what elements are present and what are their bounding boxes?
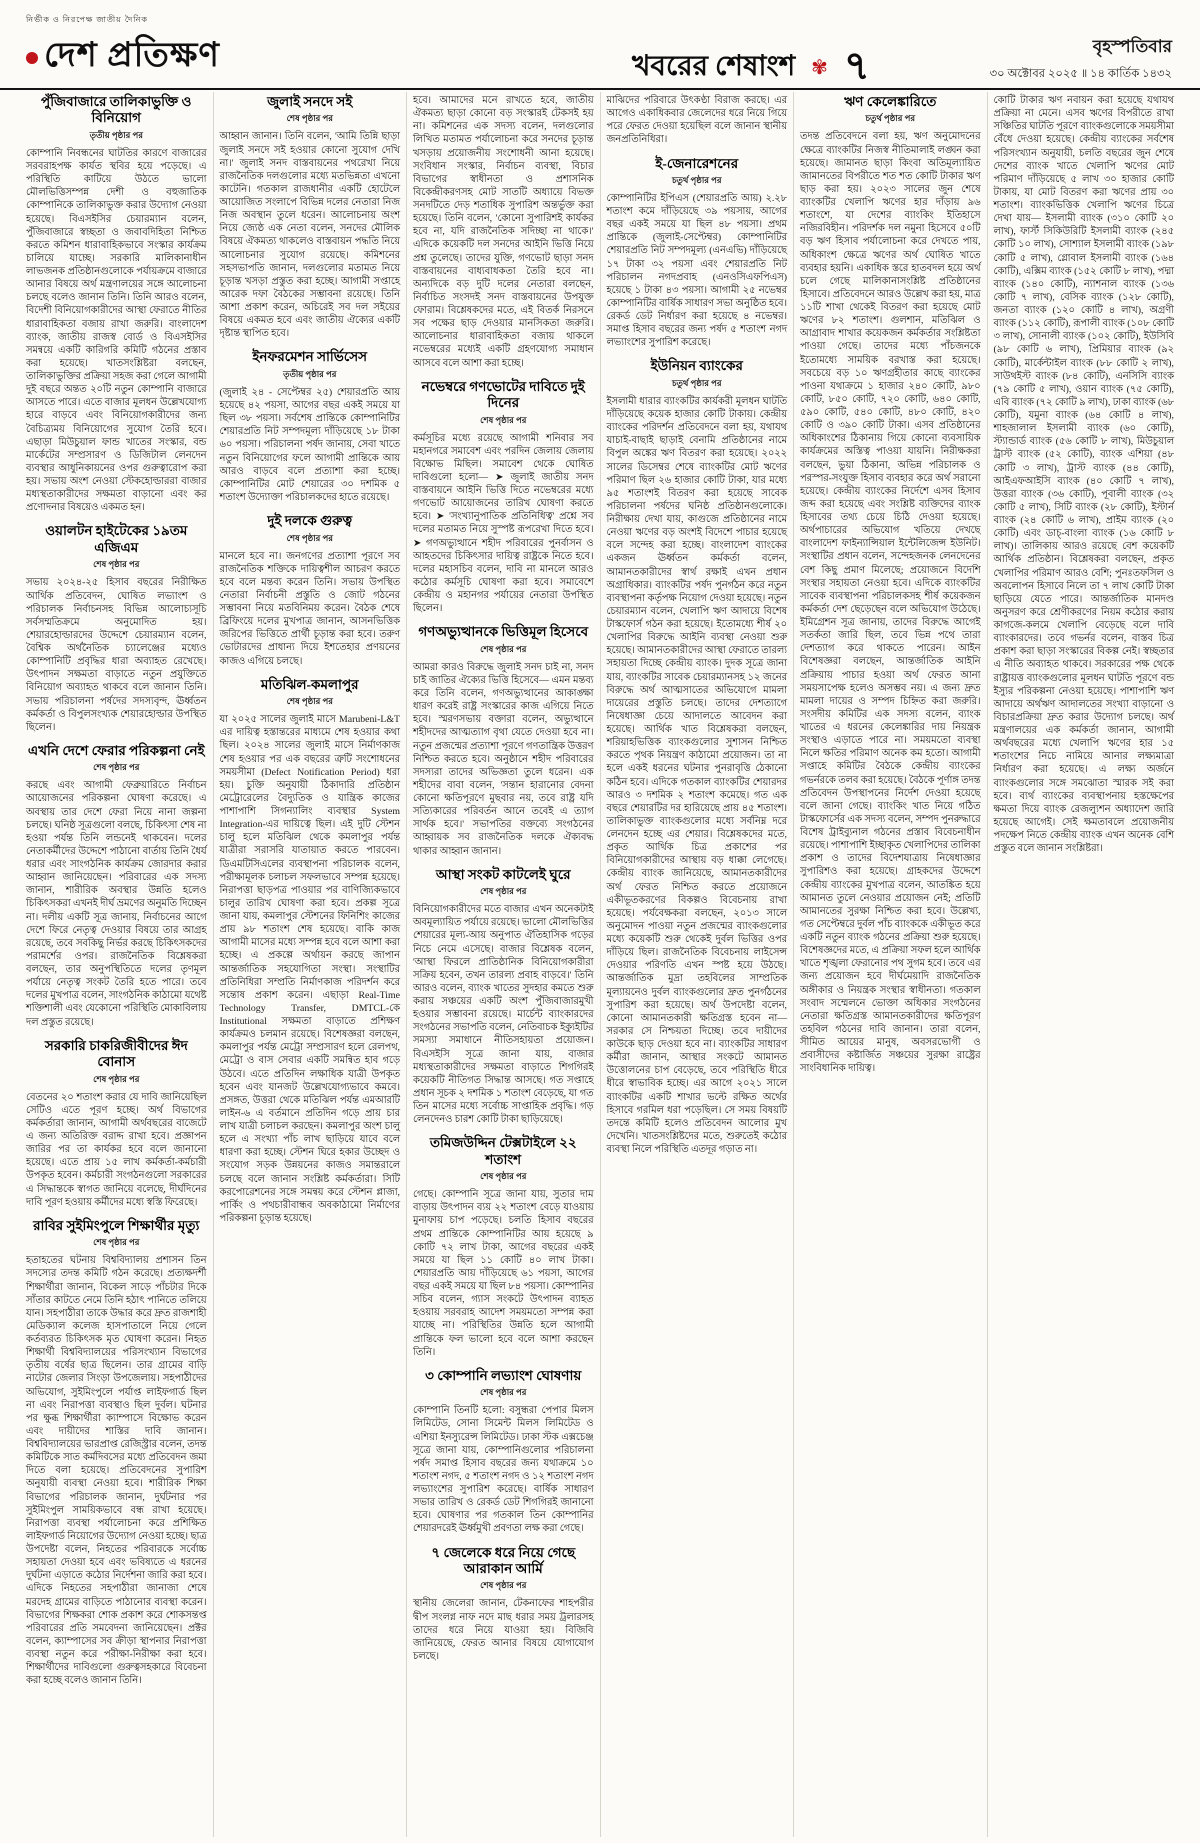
article-body: স্থানীয় জেলেরা জানান, টেকনাফের শাহপরীর দ্বীপ সংলগ্ন নাফ নদে মাছ ধরার সময় ট্রলারসহ তাদের ধরে নিয়ে যাওয়া হয়। বিজিবি জানিয়েছে, ফেরত আনার বিষয়ে যোগাযোগ চলছে। xyxy=(413,1598,594,1662)
article-body: হতাহতের ঘটনায় বিশ্ববিদ্যালয় প্রশাসন তিন সদস্যের তদন্ত কমিটি গঠন করেছে। প্রত্যক্ষদর্শী শিক্ষার্থীরা জানান, বিকেল সাড়ে পাঁচটার দিকে সাঁতার কাটতে নেমে তিনি হঠাৎ পানিতে তলিয়ে যান। সহপাঠীরা তাকে উদ্ধার করে দ্রুত রাজশাহী মেডিক্যাল কলেজ হাসপাতালে নিয়ে গেলে কর্তব্যরত চিকিৎসক মৃত ঘোষণা করেন। নিহত শিক্ষার্থী বিশ্ববিদ্যালয়ের পরিসংখ্যান বিভাগের তৃতীয় বর্ষের ছাত্র ছিলেন। তার গ্রামের বাড়ি নাটোর জেলার সিংড়া উপজেলায়। সহপাঠীদের অভিযোগ, সুইমিংপুলে পর্যাপ্ত লাইফগার্ড ছিল না এবং নিরাপত্তা ব্যবস্থাও ছিল দুর্বল। ঘটনার পর ক্ষুব্ধ শিক্ষার্থীরা ক্যাম্পাসে বিক্ষোভ করেন এবং দায়ীদের শাস্তির দাবি জানান। বিশ্ববিদ্যালয়ের ভারপ্রাপ্ত রেজিস্ট্রার বলেন, তদন্ত কমিটিকে সাত কর্মদিবসের মধ্যে প্রতিবেদন জমা দিতে বলা হয়েছে। প্রতিবেদনের সুপারিশ অনুযায়ী ব্যবস্থা নেওয়া হবে। শারীরিক শিক্ষা বিভাগের পরিচালক জানান, দুর্ঘটনার পর সুইমিংপুল সাময়িকভাবে বন্ধ রাখা হয়েছে। নিরাপত্তা ব্যবস্থা পর্যালোচনা করে প্রশিক্ষিত লাইফগার্ড নিয়োগের উদ্যোগ নেওয়া হচ্ছে। ছাত্র উপদেষ্টা বলেন, নিহতের পরিবারকে সর্বোচ্চ সহায়তা দেওয়া হবে এবং ভবিষ্যতে এ ধরনের দুর্ঘটনা এড়াতে কঠোর নির্দেশনা জারি করা হবে। এদিকে নিহতের সহপাঠীরা জানাজা শেষে মরদেহ গ্রামের বাড়িতে পাঠানোর ব্যবস্থা করেন। বিভাগের শিক্ষকরা শোক প্রকাশ করে শোকসন্তপ্ত পরিবারের প্রতি সমবেদনা জানিয়েছেন। প্রক্টর বলেন, ক্যাম্পাসের সব ক্রীড়া স্থাপনার নিরাপত্তা ব্যবস্থা নতুন করে পরীক্ষা-নিরীক্ষা করা হবে। শিক্ষার্থীদের দাবিগুলো গুরুত্বসহকারে বিবেচনা করা হচ্ছে বলেও জানান তিনি। xyxy=(26,1255,207,1687)
continued-from-tag: তৃতীয় পৃষ্ঠার পর xyxy=(283,368,337,379)
continued-from-tag: শেষ পৃষ্ঠার পর xyxy=(286,113,333,124)
article-headline: সরকারি চাকরিজীবীদের ঈদ বোনাস xyxy=(44,1037,188,1070)
continued-from-tag: চতুর্থ পৃষ্ঠার পর xyxy=(865,113,916,124)
article-headline: ইনফরমেশন সার্ভিসেস xyxy=(252,349,368,365)
section-header xyxy=(632,34,870,101)
article xyxy=(800,94,981,1075)
newspaper-name: দেশ প্রতিক্ষণ xyxy=(44,37,220,74)
masthead-tagline: নির্ভীক ও নিরপেক্ষ জাতীয় দৈনিক xyxy=(26,15,148,24)
continued-from-tag: শেষ পৃষ্ঠার পর xyxy=(480,1171,527,1182)
article xyxy=(413,1368,594,1536)
continued-from-tag: শেষ পৃষ্ঠার পর xyxy=(93,559,140,570)
continued-from-tag: শেষ পৃষ্ঠার পর xyxy=(286,532,333,543)
page-header xyxy=(0,0,1200,90)
continued-from-tag: চতুর্থ পৃষ্ঠার পর xyxy=(671,377,722,388)
continued-from-tag: শেষ পৃষ্ঠার পর xyxy=(480,643,527,654)
column-1 xyxy=(20,92,213,1837)
article-body: বিনিয়োগকারীদের মতে বাজার এখন অনেকটাই অবমূল্যায়িত পর্যায়ে রয়েছে। ভালো মৌলভিত্তির শেয়ারের মূল্য-আয় অনুপাত ঐতিহাসিক গড়ের নিচে নেমে এসেছে। বাজার বিশ্লেষক বলেন, 'আস্থা ফিরলে প্রাতিষ্ঠানিক বিনিয়োগকারীরা সক্রিয় হবেন, তখন তারল্য প্রবাহ বাড়বে।' তিনি আরও বলেন, ব্যাংক খাতের সুদহার কমতে শুরু করায় সঞ্চয়ের একটি অংশ পুঁজিবাজারমুখী হওয়ার সম্ভাবনা রয়েছে। মার্চেন্ট ব্যাংকারদের সংগঠনের সভাপতি বলেন, নেতিবাচক ইক্যুইটির সমস্যা সমাধানে নীতিসহায়তা প্রয়োজন। বিএসইসি সূত্রে জানা যায়, বাজার মধ্যস্থতাকারীদের সক্ষমতা বাড়াতে শিগগিরই কয়েকটি নীতিগত সিদ্ধান্ত আসছে। গত সপ্তাহে প্রধান সূচক ২ দশমিক ১ শতাংশ বেড়েছে, যা গত তিন মাসের মধ্যে সর্বোচ্চ সাপ্তাহিক প্রবৃদ্ধি। গড় লেনদেনও চারশ কোটি টাকা ছাড়িয়েছে। xyxy=(413,904,594,1126)
newspaper-masthead xyxy=(26,14,220,86)
article xyxy=(26,1038,207,1209)
masthead-red-dot-icon xyxy=(26,52,38,64)
page-number: ৭ xyxy=(843,43,870,88)
article-headline: গণঅভ্যুত্থানকে ভিত্তিমূল হিসেবে xyxy=(418,624,589,640)
article xyxy=(220,513,401,668)
article-headline: রাবির সুইমিংপুলে শিক্ষার্থীর মৃত্যু xyxy=(33,1217,200,1233)
article xyxy=(26,1218,207,1688)
article xyxy=(413,1545,594,1664)
article xyxy=(413,867,594,1127)
continued-from-tag: শেষ পৃষ্ঠার পর xyxy=(93,1237,140,1248)
article xyxy=(220,349,401,504)
article-body: (জুলাই ২৪ - সেপ্টেম্বর ২৫) শেয়ারপ্রতি আয় হয়েছে ৪২ পয়সা, আগের বছর একই সময়ে যা ছিল ৩৮ পয়সা। সর্বশেষ প্রান্তিকে কোম্পানিটির শেয়ারপ্রতি নিট সম্পদমূল্য দাঁড়িয়েছে ১৮ টাকা ৬০ পয়সা। পরিচালনা পর্ষদ জানায়, সেবা খাতে নতুন বিনিয়োগের ফলে আগামী প্রান্তিকে আয় আরও বাড়বে বলে প্রত্যাশা করা হচ্ছে। কোম্পানিটির মোট শেয়ারের ৩০ দশমিক ৫ শতাংশ উদ্যোক্তা পরিচালকদের হাতে রয়েছে। xyxy=(219,386,400,503)
section-title: খবরের শেষাংশ xyxy=(632,51,796,82)
article xyxy=(26,523,207,733)
article-body: বেতনের ২০ শতাংশ করার যে দাবি জানিয়েছিল সেটিও এতে পূরণ হচ্ছে। অর্থ বিভাগের কর্মকর্তারা জানান, আগামী অর্থবছরের বাজেটে এ জন্য অতিরিক্ত বরাদ্দ রাখা হবে। প্রজ্ঞাপন জারির পর তা কার্যকর হবে বলে জানানো হয়েছে। এতে প্রায় ১৫ লাখ কর্মকর্তা-কর্মচারী উপকৃত হবেন। কর্মচারী সংগঠনগুলো সরকারের এ সিদ্ধান্তকে স্বাগত জানিয়ে বলেছে, দীর্ঘদিনের দাবি পূরণ হওয়ায় কর্মীদের মধ্যে স্বস্তি ফিরেছে। xyxy=(26,1091,207,1208)
article-body: ইসলামী ধারার ব্যাংকটির কার্যকরী মূলধন ঘাটতি দাঁড়িয়েছে কয়েক হাজার কোটি টাকায়। কেন্দ্রীয় ব্যাংকের পরিদর্শন প্রতিবেদনে বলা হয়, যথাযথ যাচাই-বাছাই ছাড়াই বেনামি প্রতিষ্ঠানের নামে বিপুল অঙ্কের ঋণ বিতরণ করা হয়েছে। ২০২২ সালের ডিসেম্বর শেষে ব্যাংকটির মোট ঋণের পরিমাণ ছিল ২৬ হাজার কোটি টাকা, যার মধ্যে ৯৫ শতাংশই বিতরণ করা হয়েছে সাবেক পরিচালনা পর্ষদের ঘনিষ্ঠ প্রতিষ্ঠানগুলোকে। নিরীক্ষায় দেখা যায়, কাগুজে প্রতিষ্ঠানের নামে নেওয়া ঋণের বড় অংশই বিদেশে পাচার হয়েছে বলে সন্দেহ করা হচ্ছে। বাংলাদেশ ব্যাংকের একজন ঊর্ধ্বতন কর্মকর্তা বলেন, আমানতকারীদের স্বার্থ রক্ষাই এখন প্রধান অগ্রাধিকার। ব্যাংকটির পর্ষদ পুনর্গঠন করে নতুন ব্যবস্থাপনা কর্তৃপক্ষ নিয়োগ দেওয়া হয়েছে। নতুন চেয়ারম্যান বলেন, খেলাপি ঋণ আদায়ে বিশেষ টাস্কফোর্স গঠন করা হয়েছে। ইতোমধ্যে শীর্ষ ২০ খেলাপির বিরুদ্ধে আইনি ব্যবস্থা নেওয়া শুরু হয়েছে। আমানতকারীদের আস্থা ফেরাতে তারল্য সহায়তা দিচ্ছে কেন্দ্রীয় ব্যাংক। দুদক সূত্রে জানা যায়, ব্যাংকটির সাবেক চেয়ারম্যানসহ ১২ জনের বিরুদ্ধে অর্থ আত্মসাতের অভিযোগে মামলা দায়েরের প্রস্তুতি চলছে। তাদের দেশত্যাগে নিষেধাজ্ঞা চেয়ে আদালতে আবেদন করা হয়েছে। আর্থিক খাত বিশ্লেষকরা বলছেন, শরিয়াহভিত্তিক ব্যাংকগুলোর সুশাসন নিশ্চিত করতে পৃথক নিয়ন্ত্রণ কাঠামো প্রয়োজন। তা না হলে একই ধরনের ঘটনার পুনরাবৃত্তি ঠেকানো কঠিন হবে। এদিকে গতকাল ব্যাংকটির শেয়ারদর আরও ৩ দশমিক ২ শতাংশ কমেছে। গত এক বছরে শেয়ারটির দর হারিয়েছে প্রায় ৪৫ শতাংশ। তালিকাভুক্ত ব্যাংকগুলোর মধ্যে সর্বনিম্ন দরে লেনদেন হচ্ছে এর শেয়ার। বিশ্লেষকদের মতে, প্রকৃত আর্থিক চিত্র প্রকাশের পর বিনিয়োগকারীদের আস্থায় বড় ধাক্কা লেগেছে। কেন্দ্রীয় ব্যাংক জানিয়েছে, আমানতকারীদের অর্থ ফেরত নিশ্চিত করতে প্রয়োজনে একীভূতকরণের বিকল্পও বিবেচনায় রাখা হয়েছে। পর্যবেক্ষকরা বলছেন, ২০১৩ সালে অনুমোদন পাওয়া নতুন প্রজন্মের ব্যাংকগুলোর মধ্যে কয়েকটি শুরু থেকেই দুর্বল ভিত্তির ওপর দাঁড়িয়ে ছিল। রাজনৈতিক বিবেচনায় লাইসেন্স দেওয়ার পরিণতি এখন স্পষ্ট হয়ে উঠছে। আন্তর্জাতিক মুদ্রা তহবিলের সাম্প্রতিক মূল্যায়নেও দুর্বল ব্যাংকগুলোর দ্রুত পুনর্গঠনের সুপারিশ করা হয়েছে। অর্থ উপদেষ্টা বলেন, কোনো আমানতকারী ক্ষতিগ্রস্ত হবেন না— সরকার সে নিশ্চয়তা দিচ্ছে। তবে দায়ীদের কাউকে ছাড় দেওয়া হবে না। ব্যাংকটির সাধারণ কর্মীরা জানান, আস্থার সংকটে আমানত উত্তোলনের চাপ বেড়েছে, তবে পরিস্থিতি ধীরে ধীরে স্বাভাবিক হচ্ছে। এর আগে ২০২১ সালে ব্যাংকটির একটি শাখার ভল্টে রক্ষিত অর্থের হিসাবে গরমিল ধরা পড়েছিল। সে সময় বিষয়টি তদন্তে কমিটি হলেও প্রতিবেদন আলোর মুখ দেখেনি। খাতসংশ্লিষ্টদের মতে, শুরুতেই কঠোর ব্যবস্থা নিলে পরিস্থিতি এতদূর গড়াত না। xyxy=(606,395,787,1156)
section-ornament-icon: ✾ xyxy=(811,56,828,79)
continued-from-tag: শেষ পৃষ্ঠার পর xyxy=(480,1580,527,1591)
article-headline: ঋণ কেলেঙ্কারিতে xyxy=(844,94,937,109)
article-headline: ৭ জেলেকে ধরে নিয়ে গেছে আরাকান আর্মি xyxy=(431,1544,576,1576)
article-continuation xyxy=(607,94,788,147)
article-body: গেছে। কোম্পানি সূত্রে জানা যায়, সুতার দাম বাড়ায় উৎপাদন ব্যয় ২২ শতাংশ বেড়ে যাওয়ায় মুনাফায় চাপ পড়েছে। চলতি হিসাব বছরের প্রথম প্রান্তিকে কোম্পানিটির আয় হয়েছে ৯ কোটি ৭২ লাখ টাকা, আগের বছরের একই সময়ে যা ছিল ১১ কোটি ৪০ লাখ টাকা। শেয়ারপ্রতি আয় দাঁড়িয়েছে ৬১ পয়সা, আগের বছর একই সময়ে যা ছিল ৮৪ পয়সা। কোম্পানির সচিব বলেন, গ্যাস সংকটে উৎপাদন ব্যাহত হওয়ায় সরবরাহ আদেশ সময়মতো সম্পন্ন করা যাচ্ছে না। পরিস্থিতির উন্নতি হলে আগামী প্রান্তিকে ফল ভালো হবে বলে আশা করছেন তিনি। xyxy=(413,1189,594,1358)
article xyxy=(26,743,207,1029)
continued-from-tag: শেষ পৃষ্ঠার পর xyxy=(480,1387,527,1398)
article-body: কোম্পানি নিবন্ধনের ঘাটতির কারণে বাজারের সরবরাহপক্ষ কার্যত স্থবির হয়ে পড়েছে। এ পরিস্থিতি কাটিয়ে উঠতে ভালো মৌলভিত্তিসম্পন্ন দেশী ও বহুজাতিক কোম্পানিকে তালিকাভুক্ত করার উদ্যোগ নেওয়া হয়েছে। বিএসইসির চেয়ারম্যান বলেন, পুঁজিবাজারে স্বচ্ছতা ও জবাবদিহিতা নিশ্চিত করতে কমিশন ধারাবাহিকভাবে সংস্কার কার্যক্রম চালিয়ে যাচ্ছে। সরকারি মালিকানাধীন লাভজনক প্রতিষ্ঠানগুলোকে পর্যায়ক্রমে বাজারে আনার বিষয়ে অর্থ মন্ত্রণালয়ের সঙ্গে আলোচনা চলছে বলেও জানান তিনি। তিনি আরও বলেন, বিদেশী বিনিয়োগকারীদের আস্থা ফেরাতে নীতির ধারাবাহিকতা বজায় রাখা জরুরি। বাংলাদেশ ব্যাংক, জাতীয় রাজস্ব বোর্ড ও বিএসইসির সমন্বয়ে একটি কারিগরি কমিটি গঠনের প্রস্তাব করা হয়েছে। খাতসংশ্লিষ্টরা বলছেন, তালিকাভুক্তির প্রক্রিয়া সহজ করা গেলে আগামী দুই বছরে অন্তত ২০টি নতুন কোম্পানি বাজারে আসতে পারে। এতে বাজার মূলধন উল্লেখযোগ্য হারে বাড়বে এবং বিনিয়োগকারীদের জন্য বৈচিত্র্যময় বিনিয়োগের সুযোগ তৈরি হবে। এছাড়া মিউচুয়াল ফান্ড খাতের সংস্কার, বন্ড মার্কেটের সম্প্রসারণ ও ডিজিটাল লেনদেন ব্যবস্থার আধুনিকায়নের ওপর গুরুত্বারোপ করা হয়। সভায় অংশ নেওয়া স্টেকহোল্ডাররা বাজার মধ্যস্থতাকারীদের সক্ষমতা বাড়ানো এবং কর প্রণোদনার বিষয়েও একমত হন। xyxy=(26,147,207,514)
article-body: তদন্ত প্রতিবেদনে বলা হয়, ঋণ অনুমোদনের ক্ষেত্রে ব্যাংকটির নিজস্ব নীতিমালাই লঙ্ঘন করা হয়েছে। জামানত ছাড়া কিংবা অতিমূল্যায়িত জামানতের বিপরীতে শত শত কোটি টাকার ঋণ ছাড় করা হয়। ২০২৩ সালের জুন শেষে ব্যাংকটির খেলাপি ঋণের হার দাঁড়ায় ৯৬ শতাংশে, যা দেশের ব্যাংকিং ইতিহাসে নজিরবিহীন। পরিদর্শক দল নমুনা হিসেবে ৫০টি বড় ঋণ হিসাব পর্যালোচনা করে দেখতে পায়, অধিকাংশ ক্ষেত্রে ঋণের অর্থ ঘোষিত খাতে ব্যবহার হয়নি। একাধিক স্তরে হাতবদল হয়ে অর্থ চলে গেছে মালিকানাসংশ্লিষ্ট প্রতিষ্ঠানের হিসাবে। প্রতিবেদনে আরও উল্লেখ করা হয়, মাত্র ১১টি শাখা থেকেই বিতরণ করা হয়েছে মোট ঋণের ৮২ শতাংশ। গুলশান, মতিঝিল ও আগ্রাবাদ শাখার কয়েকজন কর্মকর্তার সংশ্লিষ্টতা পাওয়া গেছে। তাদের মধ্যে পাঁচজনকে ইতোমধ্যে সাময়িক বরখাস্ত করা হয়েছে। সবচেয়ে বড় ১০ ঋণগ্রহীতার কাছে ব্যাংকের পাওনা যথাক্রমে ১ হাজার ২৪০ কোটি, ৯৮০ কোটি, ৮৫০ কোটি, ৭২০ কোটি, ৬৪০ কোটি, ৫৯০ কোটি, ৫৪০ কোটি, ৪৮০ কোটি, ৪২০ কোটি ও ৩৯০ কোটি টাকা। এসব প্রতিষ্ঠানের অধিকাংশের ঠিকানায় গিয়ে কোনো ব্যবসায়িক কার্যক্রমের অস্তিত্ব পাওয়া যায়নি। নিরীক্ষকরা বলছেন, ভুয়া ঠিকানা, অভিন্ন পরিচালক ও পরস্পর-সংযুক্ত হিসাব ব্যবহার করে অর্থ সরানো হয়েছে। কেন্দ্রীয় ব্যাংকের নির্দেশে এসব হিসাব জব্দ করা হয়েছে এবং সংশ্লিষ্ট ব্যক্তিদের ব্যাংক হিসাবের তথ্য চেয়ে চিঠি দেওয়া হয়েছে। অর্থপাচারের অভিযোগ খতিয়ে দেখছে বাংলাদেশ ফাইন্যান্সিয়াল ইন্টেলিজেন্স ইউনিট। সংস্থাটির প্রধান বলেন, সন্দেহজনক লেনদেনের বেশ কিছু প্রমাণ মিলেছে; প্রয়োজনে বিদেশি সংস্থার সহায়তা নেওয়া হবে। এদিকে ব্যাংকটির সাবেক ব্যবস্থাপনা পরিচালকসহ শীর্ষ কয়েকজন কর্মকর্তা দেশ ছেড়েছেন বলে অভিযোগ উঠেছে। ইমিগ্রেশন সূত্র জানায়, তাদের বিরুদ্ধে আগেই সতর্কতা জারি ছিল, তবে ভিন্ন পথে তারা দেশত্যাগ করে থাকতে পারেন। আইন বিশেষজ্ঞরা বলছেন, আন্তর্জাতিক আইনি প্রক্রিয়ায় পাচার হওয়া অর্থ ফেরত আনা সময়সাপেক্ষ হলেও অসম্ভব নয়। এ জন্য দ্রুত মামলা দায়ের ও সম্পদ চিহ্নিত করা জরুরি। সংসদীয় কমিটির এক সদস্য বলেন, ব্যাংক খাতের এ ধরনের কেলেঙ্কারির দায় নিয়ন্ত্রক সংস্থাও এড়াতে পারে না। সময়মতো ব্যবস্থা নিলে ক্ষতির পরিমাণ অনেক কম হতো। আগামী সপ্তাহে কমিটির বৈঠকে কেন্দ্রীয় ব্যাংকের গভর্নরকে তলব করা হয়েছে। বৈঠকে পূর্ণাঙ্গ তদন্ত প্রতিবেদন উপস্থাপনের নির্দেশ দেওয়া হয়েছে বলে জানা গেছে। ব্যাংকিং খাত নিয়ে গঠিত টাস্কফোর্সের এক সদস্য বলেন, সম্পদ পুনরুদ্ধারে বিশেষ ট্রাইব্যুনাল গঠনের প্রস্তাব বিবেচনাধীন রয়েছে। পাশাপাশি ইচ্ছাকৃত খেলাপিদের তালিকা প্রকাশ ও তাদের বিদেশযাত্রায় নিষেধাজ্ঞার সুপারিশও করা হয়েছে। গ্রাহকদের উদ্দেশে কেন্দ্রীয় ব্যাংকের মুখপাত্র বলেন, আতঙ্কিত হয়ে আমানত তুলে নেওয়ার প্রয়োজন নেই; প্রতিটি আমানতের সুরক্ষা নিশ্চিত করা হবে। উল্লেখ্য, গত সেপ্টেম্বরে দুর্বল পাঁচ ব্যাংককে একীভূত করে একটি নতুন ব্যাংক গঠনের প্রক্রিয়া শুরু হয়েছে। বিশেষজ্ঞদের মতে, এ প্রক্রিয়া সফল হলে আর্থিক খাতে শৃঙ্খলা ফেরানোর পথ সুগম হবে। তবে এর জন্য প্রয়োজন হবে দীর্ঘমেয়াদি রাজনৈতিক অঙ্গীকার ও নিয়ন্ত্রক সংস্থার স্বাধীনতা। গতকাল সংবাদ সম্মেলনে ভোক্তা অধিকার সংগঠনের নেতারা ক্ষতিগ্রস্ত আমানতকারীদের ক্ষতিপূরণ তহবিল গঠনের দাবি জানান। তারা বলেন, সীমিত আয়ের মানুষ, অবসরভোগী ও প্রবাসীদের কষ্টার্জিত সঞ্চয়ের সুরক্ষা রাষ্ট্রের সাংবিধানিক দায়িত্ব। xyxy=(800,131,981,1075)
article xyxy=(413,1135,594,1359)
article-headline: পুঁজিবাজারে তালিকাভুক্তি ও বিনিয়োগ xyxy=(41,94,192,126)
date-block xyxy=(990,34,1172,84)
article-headline: ওয়ালটন হাইটেকের ১৯তম এজিএম xyxy=(45,523,188,555)
article xyxy=(607,358,788,1156)
column-2 xyxy=(213,92,407,1837)
article-headline: তমিজউদ্দিন টেক্সটাইলে ২২ শতাংশ xyxy=(429,1135,577,1167)
article-headline: নভেম্বরে গণভোটের দাবিতে দুই দিনের xyxy=(421,378,585,411)
continued-from-tag: শেষ পৃষ্ঠার পর xyxy=(480,414,527,425)
article-body: হবে। আমাদের মনে রাখতে হবে, জাতীয় ঐকমত্য ছাড়া কোনো বড় সংস্কারই টেকসই হয় না। কমিশনের এক সদস্য বলেন, দলগুলোর লিখিত মতামত পর্যালোচনা করে সনদের চূড়ান্ত খসড়ায় প্রয়োজনীয় সংশোধনী আনা হয়েছে। সংবিধান সংস্কার, নির্বাচন ব্যবস্থা, বিচার বিভাগের স্বাধীনতা ও প্রশাসনিক বিকেন্দ্রীকরণসহ মোট সাতটি অধ্যায়ে বিভক্ত সনদটিতে দেড় শতাধিক সুপারিশ অন্তর্ভুক্ত করা হয়েছে। তিনি বলেন, 'কোনো সুপারিশই কার্যকর হবে না, যদি রাজনৈতিক সদিচ্ছা না থাকে।' এদিকে কয়েকটি দল সনদের আইনি ভিত্তি নিয়ে প্রশ্ন তুলেছে। তাদের যুক্তি, গণভোট ছাড়া সনদ বাস্তবায়নের বাধ্যবাধকতা তৈরি হবে না। অন্যদিকে বড় দুটি দলের নেতারা বলছেন, নির্বাচিত সংসদই সনদ বাস্তবায়নের উপযুক্ত ফোরাম। বিশ্লেষকদের মতে, এই বিতর্ক নিরসনে সব পক্ষের ছাড় দেওয়ার মানসিকতা জরুরি। আলোচনার ধারাবাহিকতা বজায় থাকলে নভেম্বরের মধ্যেই একটি গ্রহণযোগ্য সমাধান আসবে বলে আশা করা হচ্ছে। xyxy=(413,95,594,369)
continued-from-tag: শেষ পৃষ্ঠার পর xyxy=(480,886,527,897)
article-body: মাঝিদের পরিবারে উৎকণ্ঠা বিরাজ করছে। এর আগেও একাধিকবার জেলেদের ধরে নিয়ে গিয়ে পরে ফেরত দেওয়া হয়েছিল বলে জানান স্থানীয় জনপ্রতিনিধিরা। xyxy=(606,95,787,146)
article-body: করছে এবং আগামী ফেব্রুয়ারিতে নির্বাচন আয়োজনের পরিকল্পনা ঘোষণা করেছে। এ অবস্থায় তার দেশে ফেরা নিয়ে নানা জল্পনা চলছে। ঘনিষ্ঠ সূত্রগুলো বলছে, চিকিৎসা শেষ না হওয়া পর্যন্ত তিনি লন্ডনেই থাকবেন। দলের নেতাকর্মীদের উদ্দেশে পাঠানো বার্তায় তিনি ধৈর্য ধরার এবং সাংগঠনিক কার্যক্রম জোরদার করার আহ্বান জানিয়েছেন। পরিবারের এক সদস্য জানান, শারীরিক অবস্থার উন্নতি হলেও চিকিৎসকরা এখনই দীর্ঘ ভ্রমণের অনুমতি দিচ্ছেন না। দলীয় একটি সূত্র জানায়, নির্বাচনের আগে দেশে ফিরে নেতৃত্ব দেওয়ার বিষয়ে তার আগ্রহ রয়েছে, তবে সবকিছু নির্ভর করছে চিকিৎসকদের পরামর্শের ওপর। রাজনৈতিক বিশ্লেষকরা বলছেন, তার অনুপস্থিতিতে দলের তৃণমূল পর্যায়ে নেতৃত্ব সংকট তৈরি হতে পারে। তবে দলের মুখপাত্র বলেন, সাংগঠনিক কাঠামো যথেষ্ট শক্তিশালী এবং যেকোনো পরিস্থিতি মোকাবিলায় দল প্রস্তুত রয়েছে। xyxy=(26,780,207,1028)
article-body: কোম্পানিটির ইপিএস (শেয়ারপ্রতি আয়) ২.২৮ শতাংশ কমে দাঁড়িয়েছে ৩৯ পয়সায়, আগের বছর একই সময়ে যা ছিল ৪৮ পয়সা। প্রথম প্রান্তিকে (জুলাই-সেপ্টেম্বর) কোম্পানিটির শেয়ারপ্রতি নিট সম্পদমূল্য (এনএভি) দাঁড়িয়েছে ১৭ টাকা ৩২ পয়সা এবং শেয়ারপ্রতি নিট পরিচালন নগদপ্রবাহ (এনওসিএফপিএস) হয়েছে ১ টাকা ৪৩ পয়সা। আগামী ২৫ নভেম্বর কোম্পানিটির বার্ষিক সাধারণ সভা অনুষ্ঠিত হবে। রেকর্ড ডেট নির্ধারণ করা হয়েছে ৪ নভেম্বর। সমাপ্ত হিসাব বছরের জন্য পর্ষদ ৫ শতাংশ নগদ লভ্যাংশের সুপারিশ করেছে। xyxy=(606,192,787,349)
column-4 xyxy=(600,92,794,1837)
article-headline: আস্থা সংকট কাটলেই ঘুরে xyxy=(435,866,571,882)
article-body: কোটি টাকার ঋণ নবায়ন করা হয়েছে যথাযথ প্রক্রিয়া না মেনে। এসব ঋণের বিপরীতে রাখা সঞ্চিতির ঘাটতি পূরণে ব্যাংকগুলোকে সময়সীমা বেঁধে দেওয়া হয়েছে। কেন্দ্রীয় ব্যাংকের সর্বশেষ পরিসংখ্যান অনুযায়ী, চলতি বছরের জুন শেষে দেশের ব্যাংক খাতে খেলাপি ঋণের মোট পরিমাণ দাঁড়িয়েছে ৫ লাখ ৩০ হাজার কোটি টাকায়, যা মোট বিতরণ করা ঋণের প্রায় ৩০ শতাংশ। ব্যাংকভিত্তিক খেলাপি ঋণের চিত্রে দেখা যায়— ইসলামী ব্যাংক (৩১০ কোটি ২০ লাখ), ফার্স্ট সিকিউরিটি ইসলামী ব্যাংক (২৪৫ কোটি ১০ লাখ), সোশ্যাল ইসলামী ব্যাংক (১৯৮ কোটি ৫ লাখ), গ্লোবাল ইসলামী ব্যাংক (১৬৪ কোটি), এক্সিম ব্যাংক (১৫২ কোটি ৮ লাখ), পদ্মা ব্যাংক (১৪০ কোটি), ন্যাশনাল ব্যাংক (১৩৬ কোটি ৭ লাখ), বেসিক ব্যাংক (১২৮ কোটি), জনতা ব্যাংক (১২০ কোটি ৪ লাখ), অগ্রণী ব্যাংক (১১২ কোটি), রূপালী ব্যাংক (১০৮ কোটি ৩ লাখ), সোনালী ব্যাংক (১০২ কোটি), ইউসিবি (৯৮ কোটি ৬ লাখ), প্রিমিয়ার ব্যাংক (৯২ কোটি), মার্কেন্টাইল ব্যাংক (৮৮ কোটি ২ লাখ), সাউথইস্ট ব্যাংক (৮৪ কোটি), এনসিসি ব্যাংক (৭৯ কোটি ৫ লাখ), ওয়ান ব্যাংক (৭৫ কোটি), এবি ব্যাংক (৭২ কোটি ৯ লাখ), ঢাকা ব্যাংক (৬৮ কোটি), যমুনা ব্যাংক (৬৪ কোটি ৪ লাখ), শাহজালাল ইসলামী ব্যাংক (৬০ কোটি), স্ট্যান্ডার্ড ব্যাংক (৫৬ কোটি ৮ লাখ), মিউচুয়াল ট্রাস্ট ব্যাংক (৫২ কোটি), ব্যাংক এশিয়া (৪৮ কোটি ৩ লাখ), ট্রাস্ট ব্যাংক (৪৪ কোটি), আইএফআইসি ব্যাংক (৪০ কোটি ৭ লাখ), উত্তরা ব্যাংক (৩৬ কোটি), পূবালী ব্যাংক (৩২ কোটি ৫ লাখ), সিটি ব্যাংক (২৮ কোটি), ইস্টার্ন ব্যাংক (২৪ কোটি ৬ লাখ), প্রাইম ব্যাংক (২০ কোটি) এবং ডাচ্-বাংলা ব্যাংক (১৬ কোটি ৮ লাখ)। তালিকায় আরও রয়েছে বেশ কয়েকটি আর্থিক প্রতিষ্ঠান। বিশ্লেষকরা বলছেন, প্রকৃত খেলাপির পরিমাণ আরও বেশি; পুনঃতফসিল ও অবলোপন হিসাবে নিলে তা ৭ লাখ কোটি টাকা ছাড়িয়ে যেতে পারে। আন্তর্জাতিক মানদণ্ড অনুসরণ করে শ্রেণীকরণের নিয়ম কঠোর করায় কাগজে-কলমে খেলাপি বেড়েছে বলে দাবি ব্যাংকারদের। তবে গভর্নর বলেন, বাস্তব চিত্র প্রকাশ করা ছাড়া সংস্কারের বিকল্প নেই। স্বচ্ছতার এ নীতি অব্যাহত থাকবে। সরকারের পক্ষ থেকে রাষ্ট্রায়ত্ত ব্যাংকগুলোর মূলধন ঘাটতি পূরণে বন্ড ইস্যুর পরিকল্পনা নেওয়া হয়েছে। পাশাপাশি ঋণ আদায়ে অর্থঋণ আদালতের সংখ্যা বাড়ানো ও বিচারপ্রক্রিয়া দ্রুত করার উদ্যোগ চলছে। অর্থ মন্ত্রণালয়ের এক কর্মকর্তা জানান, আগামী অর্থবছরের মধ্যে খেলাপি ঋণের হার ১৫ শতাংশের নিচে নামিয়ে আনার লক্ষ্যমাত্রা নির্ধারণ করা হয়েছে। এ লক্ষ্য অর্জনে ব্যাংকগুলোর সঙ্গে সমঝোতা স্মারক সই করা হবে। ব্যর্থ ব্যাংকের ব্যবস্থাপনায় হস্তক্ষেপের ক্ষমতা দিয়ে ব্যাংক রেজল্যুশন অধ্যাদেশ জারি হয়েছে আগেই। সেই ক্ষমতাবলে প্রয়োজনীয় পদক্ষেপ নিতে কেন্দ্রীয় ব্যাংক এখন অনেক বেশি প্রস্তুত বলে জানান সংশ্লিষ্টরা। xyxy=(993,95,1174,855)
article-headline: দুই দলকে গুরুত্ব xyxy=(267,513,353,529)
continued-from-tag: তৃতীয় পৃষ্ঠার পর xyxy=(89,129,143,140)
article-headline: মতিঝিল-কমলাপুর xyxy=(260,676,359,692)
article-headline: জুলাই সনদে সই xyxy=(267,94,353,109)
article xyxy=(607,156,788,350)
article-columns xyxy=(0,92,1200,1837)
date-line: ৩০ অক্টোবর ২০২৫ ॥ ১৪ কার্তিক ১৪৩২ xyxy=(989,68,1172,80)
article-headline: ই-জেনারেশনের xyxy=(655,155,739,171)
article-continuation xyxy=(413,94,594,370)
article-body: কর্মসূচির মধ্যে রয়েছে আগামী শনিবার সব মহানগরে সমাবেশ এবং পরদিন জেলায় জেলায় বিক্ষোভ মিছিল। সমাবেশ থেকে ঘোষিত দাবিগুলো হলো— ➤ জুলাই জাতীয় সনদ বাস্তবায়নে আইনি ভিত্তি দিতে নভেম্বরের মধ্যে গণভোট আয়োজনের তারিখ ঘোষণা করতে হবে। ➤ 'সংখ্যানুপাতিক প্রতিনিধিত্ব' প্রশ্নে সব দলের মতামত নিয়ে সুস্পষ্ট রূপরেখা দিতে হবে। ➤ গণঅভ্যুত্থানে শহীদ পরিবারের পুনর্বাসন ও আহতদের চিকিৎসার দায়িত্ব রাষ্ট্রকে নিতে হবে। দলের মহাসচিব বলেন, দাবি না মানলে আরও কঠোর কর্মসূচি ঘোষণা করা হবে। সমাবেশে কেন্দ্রীয় ও মহানগর পর্যায়ের নেতারা উপস্থিত ছিলেন। xyxy=(413,432,594,615)
column-5 xyxy=(793,92,987,1837)
article-body: আহ্বান জানান। তিনি বলেন, 'আমি তিন্নি ছাড়া জুলাই সনদে সই হওয়ার কোনো সুযোগ দেখি না।' জুলাই সনদ বাস্তবায়নের পথরেখা নিয়ে রাজনৈতিক দলগুলোর মধ্যে মতভিন্নতা এখনো কাটেনি। গতকাল রাজধানীর একটি হোটেলে আয়োজিত সংলাপে বিভিন্ন দলের নেতারা নিজ নিজ অবস্থান তুলে ধরেন। আলোচনায় অংশ নিয়ে জ্যেষ্ঠ এক নেতা বলেন, সনদের মৌলিক বিষয়ে ঐকমত্য থাকলেও বাস্তবায়ন পদ্ধতি নিয়ে আলোচনার সুযোগ রয়েছে। কমিশনের সহসভাপতি জানান, দলগুলোর মতামত নিয়ে চূড়ান্ত খসড়া প্রস্তুত করা হচ্ছে। আগামী সপ্তাহে আরেক দফা বৈঠকের সম্ভাবনা রয়েছে। তিনি আশা প্রকাশ করেন, অচিরেই সব দল সইয়ের বিষয়ে একমত হবে এবং জাতীয় ঐক্যের একটি দৃষ্টান্ত স্থাপিত হবে। xyxy=(219,131,400,340)
continued-from-tag: শেষ পৃষ্ঠার পর xyxy=(93,1073,140,1084)
column-3 xyxy=(406,92,600,1837)
article xyxy=(413,624,594,857)
article-body: আমরা কারও বিরুদ্ধে জুলাই সনদ চাই না, সনদ চাই জাতির ঐক্যের ভিত্তি হিসেবে— এমন মন্তব্য করে তিনি বলেন, গণঅভ্যুত্থানের আকাঙ্ক্ষা ধারণ করেই রাষ্ট্র সংস্কারের কাজ এগিয়ে নিতে হবে। স্মরণসভায় বক্তারা বলেন, অভ্যুত্থানে শহীদদের আত্মত্যাগ বৃথা যেতে দেওয়া হবে না। নতুন প্রজন্মের প্রত্যাশা পূরণে গণতান্ত্রিক উত্তরণ নিশ্চিত করতে হবে। অনুষ্ঠানে শহীদ পরিবারের সদস্যরা তাদের অভিজ্ঞতা তুলে ধরেন। এক শহীদের বাবা বলেন, 'সন্তান হারানোর বেদনা কোনো ক্ষতিপূরণে মুছবার নয়, তবে রাষ্ট্র যদি সত্যিকারের পরিবর্তন আনে তবেই এ ত্যাগ সার্থক হবে।' সভাপতির বক্তব্যে সংগঠনের আহ্বায়ক সব রাজনৈতিক দলকে ঐক্যবদ্ধ থাকার আহ্বান জানান। xyxy=(413,661,594,857)
weekday: বৃহস্পতিবার xyxy=(1092,37,1172,56)
article-body: কোম্পানি তিনটি হলো: বসুন্ধরা পেপার মিলস লিমিটেড, সোনা সিমেন্ট মিলস লিমিটেড ও এশিয়া ইনস্যুরেন্স লিমিটেড। ঢাকা স্টক এক্সচেঞ্জ সূত্রে জানা যায়, কোম্পানিগুলোর পরিচালনা পর্ষদ সমাপ্ত হিসাব বছরের জন্য যথাক্রমে ১০ শতাংশ নগদ, ৫ শতাংশ নগদ ও ১২ শতাংশ নগদ লভ্যাংশের সুপারিশ করেছে। বার্ষিক সাধারণ সভার তারিখ ও রেকর্ড ডেট শিগগিরই জানানো হবে। ঘোষণার পর গতকাল তিন কোম্পানির শেয়ারদরেই ঊর্ধ্বমুখী প্রবণতা লক্ষ করা গেছে। xyxy=(413,1405,594,1535)
article-headline: ৩ কোম্পানি লভ্যাংশ ঘোষণায় xyxy=(425,1367,582,1383)
continued-from-tag: শেষ পৃষ্ঠার পর xyxy=(93,762,140,773)
article-headline: ইউনিয়ন ব্যাংকের xyxy=(650,358,743,374)
article-body: মানলে হবে না। জনগণের প্রত্যাশা পূরণে সব রাজনৈতিক শক্তিকে দায়িত্বশীল আচরণ করতে হবে বলে মন্তব্য করেন তিনি। সভায় উপস্থিত নেতারা নির্বাচনী প্রস্তুতি ও জোট গঠনের সম্ভাবনা নিয়ে মতবিনিময় করেন। বৈঠক শেষে ব্রিফিংয়ে দলের মুখপাত্র জানান, আসনভিত্তিক জরিপের ভিত্তিতে প্রার্থী চূড়ান্ত করা হবে। তরুণ ভোটারদের প্রাধান্য দিয়ে ইশতেহার প্রণয়নের কাজও এগিয়ে চলছে। xyxy=(219,550,400,667)
article xyxy=(26,94,207,514)
continued-from-tag: শেষ পৃষ্ঠার পর xyxy=(286,696,333,707)
article-headline: এখনি দেশে ফেরার পরিকল্পনা নেই xyxy=(27,742,205,758)
article-body: সভায় ২০২৪-২৫ হিসাব বছরের নিরীক্ষিত আর্থিক প্রতিবেদন, ঘোষিত লভ্যাংশ ও পরিচালক নির্বাচনসহ বিভিন্ন আলোচ্যসূচি সর্বসম্মতিক্রমে অনুমোদিত হয়। শেয়ারহোল্ডারদের উদ্দেশে চেয়ারম্যান বলেন, বৈশ্বিক অর্থনৈতিক চ্যালেঞ্জের মধ্যেও কোম্পানিটি প্রবৃদ্ধির ধারা অব্যাহত রেখেছে। উৎপাদন সক্ষমতা বাড়াতে নতুন প্রযুক্তিতে বিনিয়োগ অব্যাহত থাকবে বলে জানান তিনি। সভায় পরিচালনা পর্ষদের সদস্যবৃন্দ, ঊর্ধ্বতন কর্মকর্তা ও বিপুলসংখ্যক শেয়ারহোল্ডার উপস্থিত ছিলেন। xyxy=(26,577,207,733)
article-continuation xyxy=(994,94,1175,855)
column-6 xyxy=(987,92,1181,1837)
article xyxy=(220,94,401,340)
article xyxy=(220,677,401,1225)
article-body: যা ২০২৫ সালের জুলাই মাসে Marubeni-L&T এর দায়িত্ব হস্তান্তরের মাধ্যমে শেষ হওয়ার কথা ছিল। ২০২৪ সালের জুলাই মাসে নির্মাণকাজ শেষ হওয়ার পর এক বছরের ত্রুটি সংশোধনের সময়সীমা (Defect Notification Period) ধরা হয়। চুক্তি অনুযায়ী ঠিকাদারি প্রতিষ্ঠান মেট্রোরেলের বৈদ্যুতিক ও যান্ত্রিক কাজের পাশাপাশি সিগন্যালিং ব্যবস্থার System Integration-এর দায়িত্বে ছিল। এই দুটি স্টেশন চালু হলে মতিঝিল থেকে কমলাপুর পর্যন্ত যাত্রীরা সরাসরি যাতায়াত করতে পারবেন। ডিএমটিসিএলের ব্যবস্থাপনা পরিচালক বলেন, পরীক্ষামূলক চলাচল সফলভাবে সম্পন্ন হয়েছে। নিরাপত্তা ছাড়পত্র পাওয়ার পর বাণিজ্যিকভাবে চালুর তারিখ ঘোষণা করা হবে। প্রকল্প সূত্রে জানা যায়, কমলাপুর স্টেশনের ফিনিশিং কাজের প্রায় ৯৮ শতাংশ শেষ হয়েছে। বাকি কাজ আগামী মাসের মধ্যে সম্পন্ন হবে বলে আশা করা হচ্ছে। এ প্রকল্পে অর্থায়ন করছে জাপান আন্তর্জাতিক সহযোগিতা সংস্থা। সংস্থাটির প্রতিনিধিরা সম্প্রতি নির্মাণকাজ পরিদর্শন করে সন্তোষ প্রকাশ করেন। এছাড়া Real-Time Technology Transfer, DMTCL-কে Institutional সক্ষমতা বাড়াতে প্রশিক্ষণ কার্যক্রমও চলমান রয়েছে। বিশেষজ্ঞরা বলছেন, কমলাপুর পর্যন্ত মেট্রো সম্প্রসারণ হলে রেলপথ, মেট্রো ও বাস সেবার একটি সমন্বিত হাব গড়ে উঠবে। এতে প্রতিদিন লক্ষাধিক যাত্রী উপকৃত হবেন এবং যানজট উল্লেখযোগ্যভাবে কমবে। প্রসঙ্গত, উত্তরা থেকে মতিঝিল পর্যন্ত এমআরটি লাইন-৬ এ বর্তমানে প্রতিদিন গড়ে প্রায় চার লাখ যাত্রী চলাচল করছেন। কমলাপুর অংশ চালু হলে এ সংখ্যা পাঁচ লাখ ছাড়িয়ে যাবে বলে ধারণা করা হচ্ছে। স্টেশন ঘিরে হকার উচ্ছেদ ও সংযোগ সড়ক উন্নয়নের কাজও সমান্তরালে চলছে বলে জানান সংশ্লিষ্ট কর্মকর্তারা। সিটি করপোরেশনের সঙ্গে সমন্বয় করে স্টেশন প্লাজা, পার্কিং ও পথচারীবান্ধব অবকাঠামো নির্মাণের পরিকল্পনা চূড়ান্ত হয়েছে। xyxy=(219,714,400,1224)
article xyxy=(413,379,594,616)
continued-from-tag: চতুর্থ পৃষ্ঠার পর xyxy=(671,174,722,185)
